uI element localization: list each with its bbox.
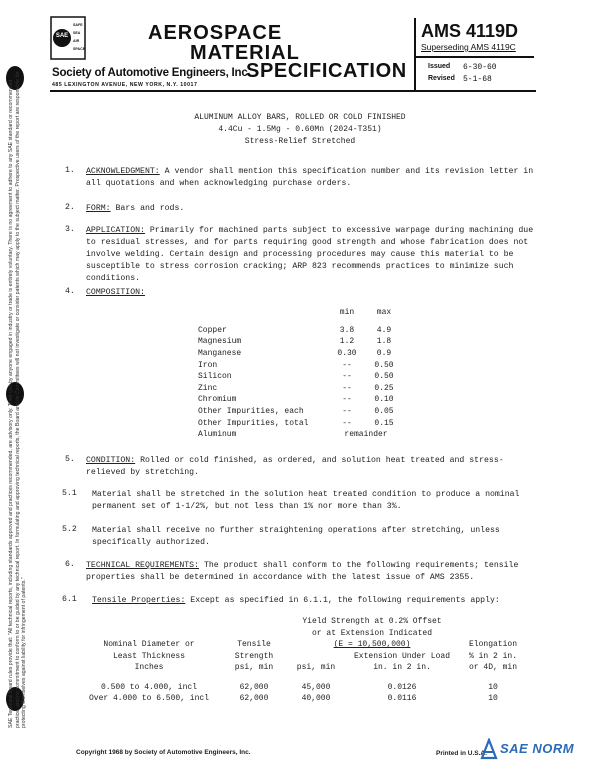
section-6-1-number: 6.1 — [62, 595, 77, 604]
section-2-text: Bars and rods. — [115, 204, 185, 213]
title-line-1: ALUMINUM ALLOY BARS, ROLLED OR COLD FINISHED — [194, 113, 406, 122]
revised-date: 5-1-68 — [463, 75, 492, 84]
element-name: Chromium — [198, 395, 237, 405]
logo-word-2: SEA — [73, 31, 81, 35]
section-2 — [86, 203, 536, 215]
section-5-2-text: Material shall receive no further straightening operations after stretching, unless specifically authorized. — [92, 526, 500, 547]
element-min: -- — [342, 372, 352, 382]
composition-col-min: min — [339, 308, 355, 318]
title-line-2: 4.4Cu - 1.5Mg - 0.60Mn (2024-T351) — [218, 125, 382, 134]
header-title-material: MATERIAL — [190, 42, 300, 64]
issued-date: 6-30-60 — [463, 63, 497, 72]
section-1 — [86, 166, 536, 190]
revised-label: Revised — [428, 75, 455, 82]
composition-row — [198, 348, 403, 360]
supersedes: Superseding AMS 4119C — [421, 42, 516, 52]
yield-header-2: or at Extension Indicated — [311, 628, 433, 638]
footer-copyright: Copyright 1968 by Society of Automotive Engineers, Inc. — [76, 749, 251, 756]
header-society: Society of Automotive Engineers, Inc. — [52, 67, 251, 79]
section-4-number: 4. — [65, 287, 75, 296]
element-name: Other Impurities, each — [198, 407, 304, 417]
header-title-specification: SPECIFICATION — [246, 60, 407, 82]
section-5-heading: CONDITION: — [86, 456, 136, 465]
element-name: Manganese — [198, 349, 242, 359]
element-name: Copper — [198, 325, 227, 335]
composition-row — [198, 383, 403, 395]
element-name: Silicon — [198, 372, 232, 382]
element-max: 4.9 — [376, 325, 392, 335]
element-min: -- — [342, 407, 352, 417]
tensile-range: 0.500 to 4.000, incl — [100, 682, 197, 692]
composition-row — [198, 417, 403, 429]
element-max: 0.50 — [374, 372, 394, 382]
section-6-heading: TECHNICAL REQUIREMENTS: — [86, 561, 200, 570]
header-address: 485 LEXINGTON AVENUE, NEW YORK, N.Y. 10017 — [52, 82, 198, 88]
tensile-header-row-1 — [76, 616, 528, 628]
element-min: 1.2 — [339, 337, 355, 347]
element-min: -- — [342, 395, 352, 405]
element-max: 0.25 — [374, 383, 394, 393]
element-max: 0.15 — [374, 418, 394, 428]
yield-psi-header: psi, min — [296, 663, 336, 673]
elongation-header-2: % in 2 in. — [468, 651, 517, 661]
title-line-3: Stress-Relief Stretched — [244, 137, 356, 146]
section-1-text: A vendor shall mention this specification number and its revision letter in all quotations and when acknowledging purchase orders. — [86, 167, 534, 188]
element-max: 1.8 — [376, 337, 392, 347]
composition-col-max: max — [376, 308, 392, 318]
composition-row — [198, 406, 403, 418]
elongation-header-3: or 4D, min — [468, 663, 517, 673]
section-6-1 — [92, 595, 536, 607]
logo-word-1: SAFE — [73, 23, 83, 27]
tensile-table — [76, 616, 528, 705]
diameter-header-2: Least Thickness — [112, 651, 185, 661]
section-1-number: 1. — [65, 166, 75, 175]
tensile-yield: 40,000 — [301, 694, 331, 704]
document-title — [0, 112, 600, 148]
section-6-number: 6. — [65, 560, 75, 569]
logo-word-3: AIR — [73, 39, 80, 43]
footer-printed: Printed in U.S.A. — [436, 750, 487, 757]
tensile-extension: 0.0126 — [387, 682, 417, 692]
element-name: Magnesium — [198, 337, 242, 347]
header-title-aerospace: AEROSPACE — [148, 22, 283, 44]
element-min: -- — [342, 360, 352, 370]
extension-header-1: Extension Under Load — [353, 651, 450, 661]
composition-row — [198, 359, 403, 371]
header-divider-vertical — [414, 18, 416, 90]
yield-header-3: (E = 10,500,000) — [333, 640, 411, 650]
issued-label: Issued — [428, 63, 451, 70]
header-spec-rule — [414, 56, 534, 58]
composition-balance-row — [198, 429, 403, 441]
elongation-header-1: Elongation — [468, 640, 517, 650]
section-4 — [86, 287, 145, 299]
section-3-heading: APPLICATION: — [86, 226, 145, 235]
spec-number: AMS 4119D — [421, 21, 519, 41]
tensile-table-wrapper — [76, 616, 528, 705]
section-6-text: The product shall conform to the following requirements; tensile properties shall be determined in accordance with the latest issue of AMS 2355. — [86, 561, 519, 582]
composition-header-row — [198, 307, 403, 319]
diameter-header-1: Nominal Diameter or — [103, 640, 195, 650]
side-notice: SAE Technical Board rules provide that: "All technical reports, including standards approved and practices recommended, are advisory only. Their use by anyone engaged in industry or trade is entirely voluntary. There is no agreement to adhere to any SAE standard or recommended practice, and no commitment to conform to or be guided by any technical report. In formulating and approving technical reports, the Board and its Committees will not investigate or consider patents which may apply to the subject matter. Prospective users of the report are responsible for protecting themselves against liability for infringement of patents." — [8, 71, 28, 728]
element-max: 0.9 — [376, 349, 392, 359]
composition-row — [198, 394, 403, 406]
section-3-number: 3. — [65, 225, 75, 234]
element-min: 0.30 — [337, 349, 357, 359]
tensile-elongation: 10 — [488, 694, 498, 704]
tensile-elongation: 10 — [488, 682, 498, 692]
section-6 — [86, 560, 536, 584]
section-3 — [86, 225, 536, 285]
sae-logo — [50, 16, 86, 60]
tensile-header-row-3 — [76, 639, 528, 651]
footer-watermark: SAE NORM — [500, 741, 575, 756]
section-5-2-number: 5.2 — [62, 525, 77, 534]
composition-row — [198, 325, 403, 337]
tensile-range: Over 4.000 to 6.500, incl — [88, 694, 210, 704]
balance-element: Aluminum — [198, 430, 237, 440]
element-max: 0.05 — [374, 407, 394, 417]
tensile-extension: 0.0116 — [387, 694, 417, 704]
tensile-row — [76, 682, 528, 694]
section-2-number: 2. — [65, 203, 75, 212]
section-1-heading: ACKNOWLEDGMENT: — [86, 167, 160, 176]
element-max: 0.10 — [374, 395, 394, 405]
tensile-header-row-4 — [76, 651, 528, 663]
section-3-text: Primarily for machined parts subject to excessive warpage during machining due to residual stresses, and for parts requiring good strength and whose fabrication does not involve welding. Certain design and processing procedures may cause this material to be susceptible to stress corrosion cracking; ARP 823 recommends practices to minimize such conditions. — [86, 226, 534, 283]
element-min: -- — [342, 418, 352, 428]
logo-word-4: SPACE — [73, 47, 86, 51]
section-6-1-heading: Tensile Properties: — [92, 596, 186, 605]
watermark-logo-icon — [480, 738, 498, 760]
element-name: Zinc — [198, 383, 218, 393]
logo-letters: SAE — [55, 33, 69, 39]
section-5-number: 5. — [65, 455, 75, 464]
section-5-1-number: 5.1 — [62, 489, 77, 498]
section-5-1-text: Material shall be stretched in the solution heat treated condition to produce a nominal permanent set of 1-1/2%, but not less than 1% nor more than 3%. — [92, 490, 520, 511]
composition-table-wrapper — [198, 307, 403, 441]
section-5-text: Rolled or cold finished, as ordered, and solution heat treated and stress-relieved by stretching. — [86, 456, 504, 477]
diameter-header-3: Inches — [134, 663, 164, 673]
element-max: 0.50 — [374, 360, 394, 370]
composition-table — [198, 307, 403, 441]
strength-header-3: psi, min — [234, 663, 274, 673]
element-min: -- — [342, 383, 352, 393]
balance-value: remainder — [344, 430, 388, 440]
section-6-1-text: Except as specified in 6.1.1, the following requirements apply: — [190, 596, 500, 605]
section-2-heading: FORM: — [86, 204, 111, 213]
section-5 — [86, 455, 536, 479]
tensile-row — [76, 693, 528, 705]
tensile-yield: 45,000 — [301, 682, 331, 692]
section-4-heading: COMPOSITION: — [86, 288, 145, 297]
tensile-strength: 62,000 — [239, 694, 269, 704]
header-rule — [50, 90, 536, 92]
element-name: Other Impurities, total — [198, 418, 309, 428]
tensile-header-row-2 — [76, 628, 528, 640]
tensile-header-row-5 — [76, 662, 528, 674]
strength-header-1: Tensile — [237, 640, 271, 650]
yield-header-1: Yield Strength at 0.2% Offset — [302, 617, 442, 627]
composition-row — [198, 371, 403, 383]
strength-header-2: Strength — [234, 651, 274, 661]
extension-header-2: in. in 2 in. — [373, 663, 431, 673]
element-name: Iron — [198, 360, 218, 370]
tensile-strength: 62,000 — [239, 682, 269, 692]
element-min: 3.8 — [339, 325, 355, 335]
composition-row — [198, 336, 403, 348]
